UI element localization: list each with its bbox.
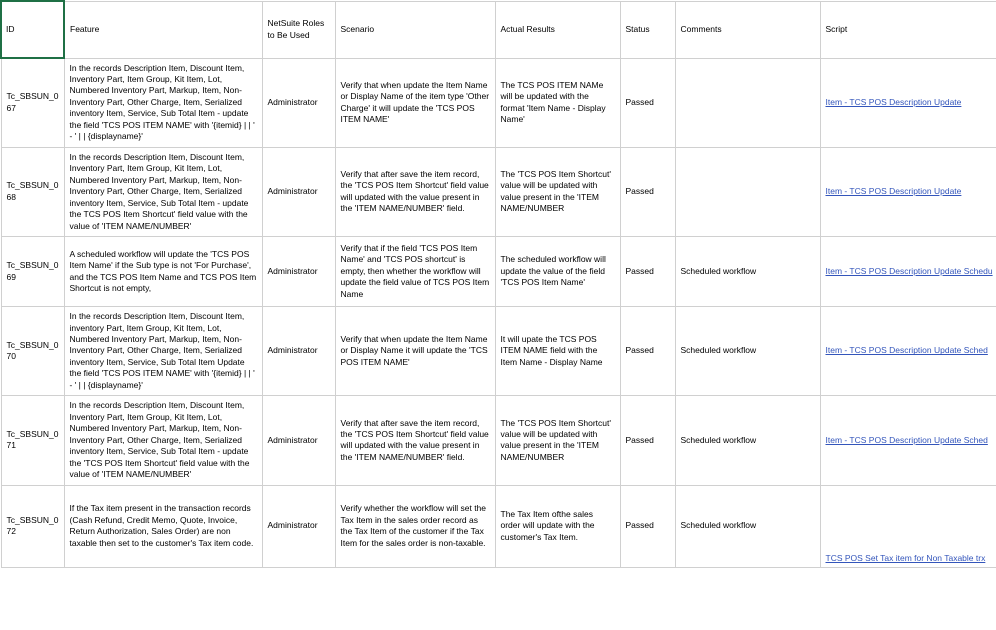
cell-comments[interactable] <box>675 147 820 236</box>
cell-script[interactable] <box>820 147 996 236</box>
cell-status[interactable]: Passed <box>620 58 675 147</box>
column-header-status[interactable]: Status <box>620 1 675 58</box>
script-link[interactable]: Item - TCS POS Description Update Sched <box>825 434 988 445</box>
cell-comments[interactable]: Scheduled workflow <box>675 485 820 567</box>
column-header-id[interactable]: ID <box>1 1 64 58</box>
cell-actual-results[interactable]: The 'TCS POS Item Shortcut' value will be updated with value present in the 'ITEM NAME/NUMBER <box>495 396 620 485</box>
script-link[interactable]: Item - TCS POS Description Update Sched <box>825 345 988 356</box>
cell-netsuite-roles[interactable]: Administrator <box>262 307 335 396</box>
cell-status[interactable]: Passed <box>620 237 675 307</box>
column-header-actual-results[interactable]: Actual Results <box>495 1 620 58</box>
column-header-netsuite-roles[interactable]: NetSuite Roles to Be Used <box>262 1 335 58</box>
cell-netsuite-roles[interactable]: Administrator <box>262 147 335 236</box>
cell-comments[interactable]: Scheduled workflow <box>675 396 820 485</box>
cell-scenario[interactable]: Verify that after save the item record, the 'TCS POS Item Shortcut' field value will updated with the value present in the 'ITEM NAME/NUMBER' field. <box>335 396 495 485</box>
cell-script[interactable] <box>820 58 996 147</box>
column-header-scenario[interactable]: Scenario <box>335 1 495 58</box>
cell-script[interactable] <box>820 485 996 567</box>
cell-feature[interactable]: In the records Description Item, Discount Item, Inventory Part, Item Group, Kit Item, Lot, Numbered Inventory Part, Markup, Item, Non-Inventory Part, Other Charge, Item, Serialized inventory Item, Service, Sub Total Item - update the TCS POS Item Shortcut' field value with the value of 'ITEM NAME/NUMBER' <box>64 147 262 236</box>
cell-actual-results[interactable]: The 'TCS POS Item Shortcut' value will be updated with value present in the 'ITEM NAME/NUMBER <box>495 147 620 236</box>
column-header-comments[interactable]: Comments <box>675 1 820 58</box>
cell-actual-results[interactable]: The TCS POS ITEM NAMe will be updated with the format 'Item Name - Display Name' <box>495 58 620 147</box>
cell-id[interactable]: Tc_SBSUN_069 <box>1 237 64 307</box>
cell-status[interactable]: Passed <box>620 147 675 236</box>
cell-comments[interactable]: Scheduled workflow <box>675 307 820 396</box>
cell-script[interactable] <box>820 237 996 307</box>
cell-id[interactable]: Tc_SBSUN_070 <box>1 307 64 396</box>
script-link[interactable]: Item - TCS POS Description Update <box>825 96 962 107</box>
cell-netsuite-roles[interactable]: Administrator <box>262 58 335 147</box>
column-header-script[interactable]: Script <box>820 1 996 58</box>
cell-script[interactable] <box>820 396 996 485</box>
table-row <box>1 307 996 396</box>
script-link[interactable]: Item - TCS POS Description Update <box>825 186 962 197</box>
cell-netsuite-roles[interactable]: Administrator <box>262 237 335 307</box>
cell-id[interactable]: Tc_SBSUN_067 <box>1 58 64 147</box>
table-row <box>1 485 996 567</box>
cell-id[interactable]: Tc_SBSUN_068 <box>1 147 64 236</box>
cell-scenario[interactable]: Verify that when update the Item Name or Display Name it will update the 'TCS POS ITEM NAME' <box>335 307 495 396</box>
column-header-feature[interactable]: Feature <box>64 1 262 58</box>
table-row <box>1 58 996 147</box>
cell-id[interactable]: Tc_SBSUN_071 <box>1 396 64 485</box>
cell-feature[interactable]: In the records Description Item, Discount Item, Inventory Part, Item Group, Kit Item, Lot, Numbered Inventory Part, Markup, Item, Non-Inventory Part, Other Charge, Item, Serialized inventory Item, Service, Sub Total Item - update the 'TCS POS Item Shortcut' field value with the value of 'ITEM NAME/NUMBER' <box>64 396 262 485</box>
cell-scenario[interactable]: Verify whether the workflow will set the Tax Item in the sales order record as the Tax Item of the customer if the Tax Item for the sales order is non-taxable. <box>335 485 495 567</box>
cell-actual-results[interactable]: The scheduled workflow will update the value of the field 'TCS POS Item Name' <box>495 237 620 307</box>
cell-scenario[interactable]: Verify that when update the Item Name or Display Name of the item type 'Other Charge' it will update the 'TCS POS ITEM NAME' <box>335 58 495 147</box>
script-link[interactable]: TCS POS Set Tax item for Non Taxable trx <box>825 553 986 564</box>
cell-status[interactable]: Passed <box>620 396 675 485</box>
cell-feature[interactable]: In the records Description Item, Discount Item, inventory Part, Item Group, Kit Item, Lot, Numbered Inventory Part, Markup, Item, Non-Inventory Part, Other Charge, Item, Serialized inventory Item, Service, Sub Total Item Update the field 'TCS POS ITEM NAME' with '{itemid} | | ' - ' | | {displayname}' <box>64 307 262 396</box>
cell-feature[interactable]: If the Tax item present in the transaction records (Cash Refund, Credit Memo, Quote, Invoice, Return Authorization, Sales Order) are non taxable then set to the customer's Tax item code. <box>64 485 262 567</box>
cell-feature[interactable]: In the records Description Item, Discount Item, Inventory Part, Item Group, Kit Item, Lot, Numbered Inventory Part, Markup, Item, Non-Inventory Part, Other Charge, Item, Serialized inventory Item, Service, Sub Total Item - update the field 'TCS POS ITEM NAME' with '{itemid} | | ' - ' | | {displayname}' <box>64 58 262 147</box>
cell-scenario[interactable]: Verify that after save the item record, the 'TCS POS Item Shortcut' field value will updated with the value present in the 'ITEM NAME/NUMBER' field. <box>335 147 495 236</box>
table-row <box>1 237 996 307</box>
table-header-row <box>1 1 996 58</box>
cell-script[interactable] <box>820 307 996 396</box>
cell-comments[interactable]: Scheduled workflow <box>675 237 820 307</box>
cell-netsuite-roles[interactable]: Administrator <box>262 485 335 567</box>
cell-id[interactable]: Tc_SBSUN_072 <box>1 485 64 567</box>
script-link[interactable]: Item - TCS POS Description Update Schedu <box>825 265 993 276</box>
cell-actual-results[interactable]: It will upate the TCS POS ITEM NAME field with the Item Name - Display Name <box>495 307 620 396</box>
cell-netsuite-roles[interactable]: Administrator <box>262 396 335 485</box>
cell-actual-results[interactable]: The Tax Item ofthe sales order will update with the customer's Tax Item. <box>495 485 620 567</box>
cell-comments[interactable] <box>675 58 820 147</box>
cell-feature[interactable]: A scheduled workflow will update the 'TCS POS Item Name' if the Sub type is not 'For Purchase', and the TCS POS Item Name and TCS POS Item Shortcut is not empty, <box>64 237 262 307</box>
cell-status[interactable]: Passed <box>620 307 675 396</box>
table-row <box>1 147 996 236</box>
cell-scenario[interactable]: Verify that if the field 'TCS POS Item Name' and 'TCS POS shortcut' is empty, then whether the workflow will update the field value of TCS POS Item Name <box>335 237 495 307</box>
cell-status[interactable]: Passed <box>620 485 675 567</box>
table-row <box>1 396 996 485</box>
